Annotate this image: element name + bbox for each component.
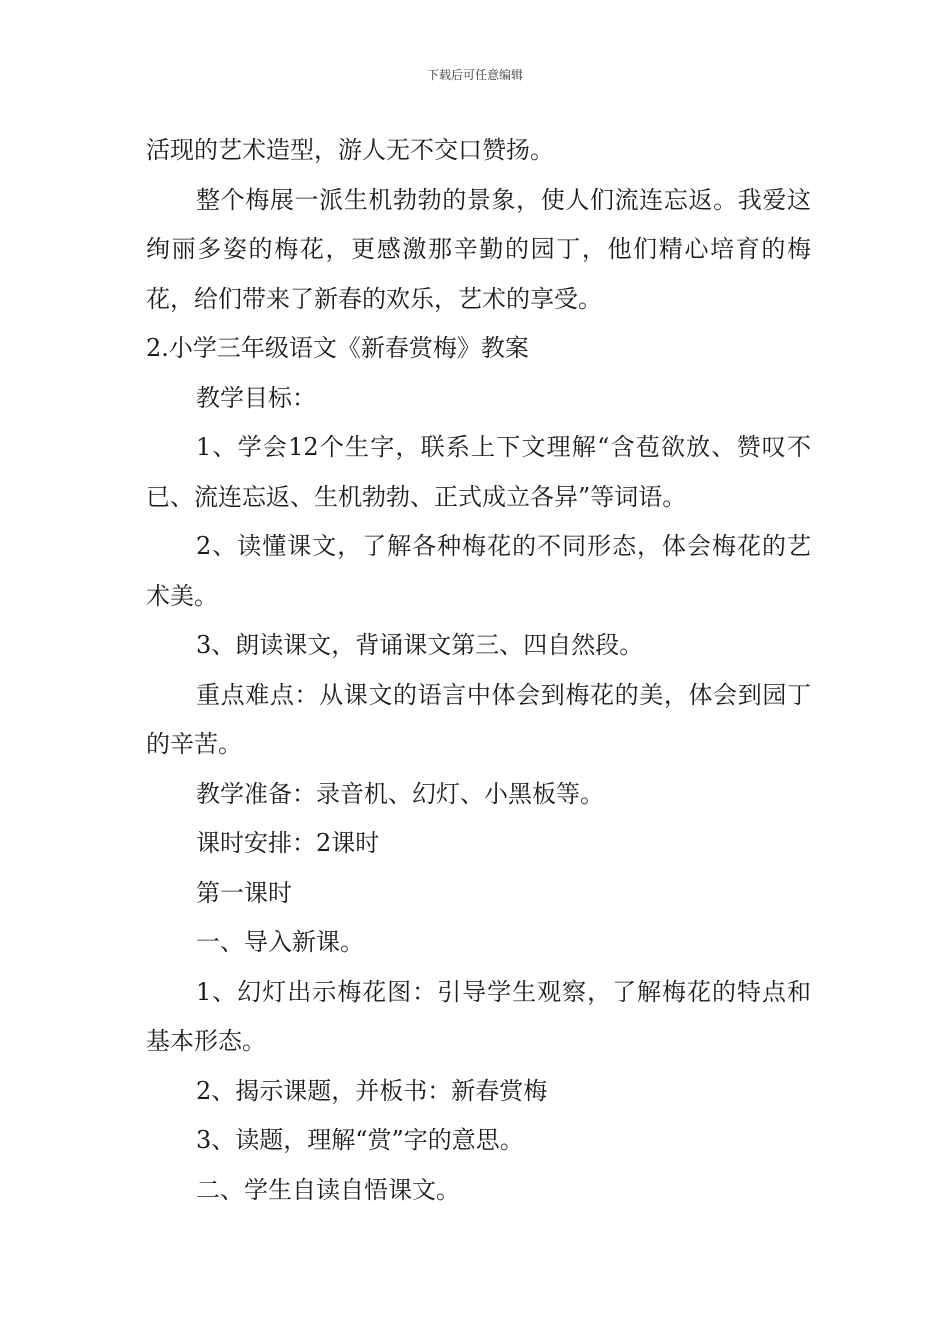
paragraph-objective-1: 1、学会12个生字，联系上下文理解“含苞欲放、赞叹不已、流连忘返、生机勃勃、正式成立各异”等词语。: [146, 433, 811, 511]
paragraph-objective-2: 2、读懂课文，了解各种梅花的不同形态，体会梅花的艺术美。: [146, 532, 811, 610]
paragraph-schedule: 课时安排：2课时: [196, 829, 380, 857]
paragraph-2: 整个梅展一派生机勃勃的景象，使人们流连忘返。我爱这绚丽多姿的梅花，更感激那辛勤的园丁，他们精心培育的梅花，给们带来了新春的欢乐，艺术的享受。: [146, 185, 811, 313]
paragraph-step-1-2: 2、揭示课题，并板书：新春赏梅: [196, 1076, 548, 1105]
paragraph-preparation: 教学准备：录音机、幻灯、小黑板等。: [196, 779, 604, 808]
paragraph-objective-3: 3、朗读课文，背诵课文第三、四自然段。: [196, 631, 644, 659]
paragraph-1: 活现的艺术造型，游人无不交口赞扬。: [146, 136, 554, 164]
paragraph-step-two: 二、学生自读自悟课文。: [196, 1175, 460, 1204]
paragraph-step-1-1: 1、幻灯出示梅花图：引导学生观察，了解梅花的特点和基本形态。: [146, 977, 811, 1055]
paragraph-lesson-one: 第一课时: [196, 878, 292, 907]
paragraph-step-one: 一、导入新课。: [196, 928, 364, 956]
paragraph-key-points: 重点难点：从课文的语言中体会到梅花的美，体会到园丁的辛苦。: [146, 680, 811, 758]
page-header: 下载后可任意编辑: [426, 68, 523, 82]
paragraph-objectives-heading: 教学目标：: [196, 383, 316, 412]
paragraph-step-1-3: 3、读题，理解“赏”字的意思。: [196, 1126, 524, 1154]
document-body: [146, 126, 811, 1215]
section-heading: 2.小学三年级语文《新春赏梅》教案: [146, 334, 529, 362]
